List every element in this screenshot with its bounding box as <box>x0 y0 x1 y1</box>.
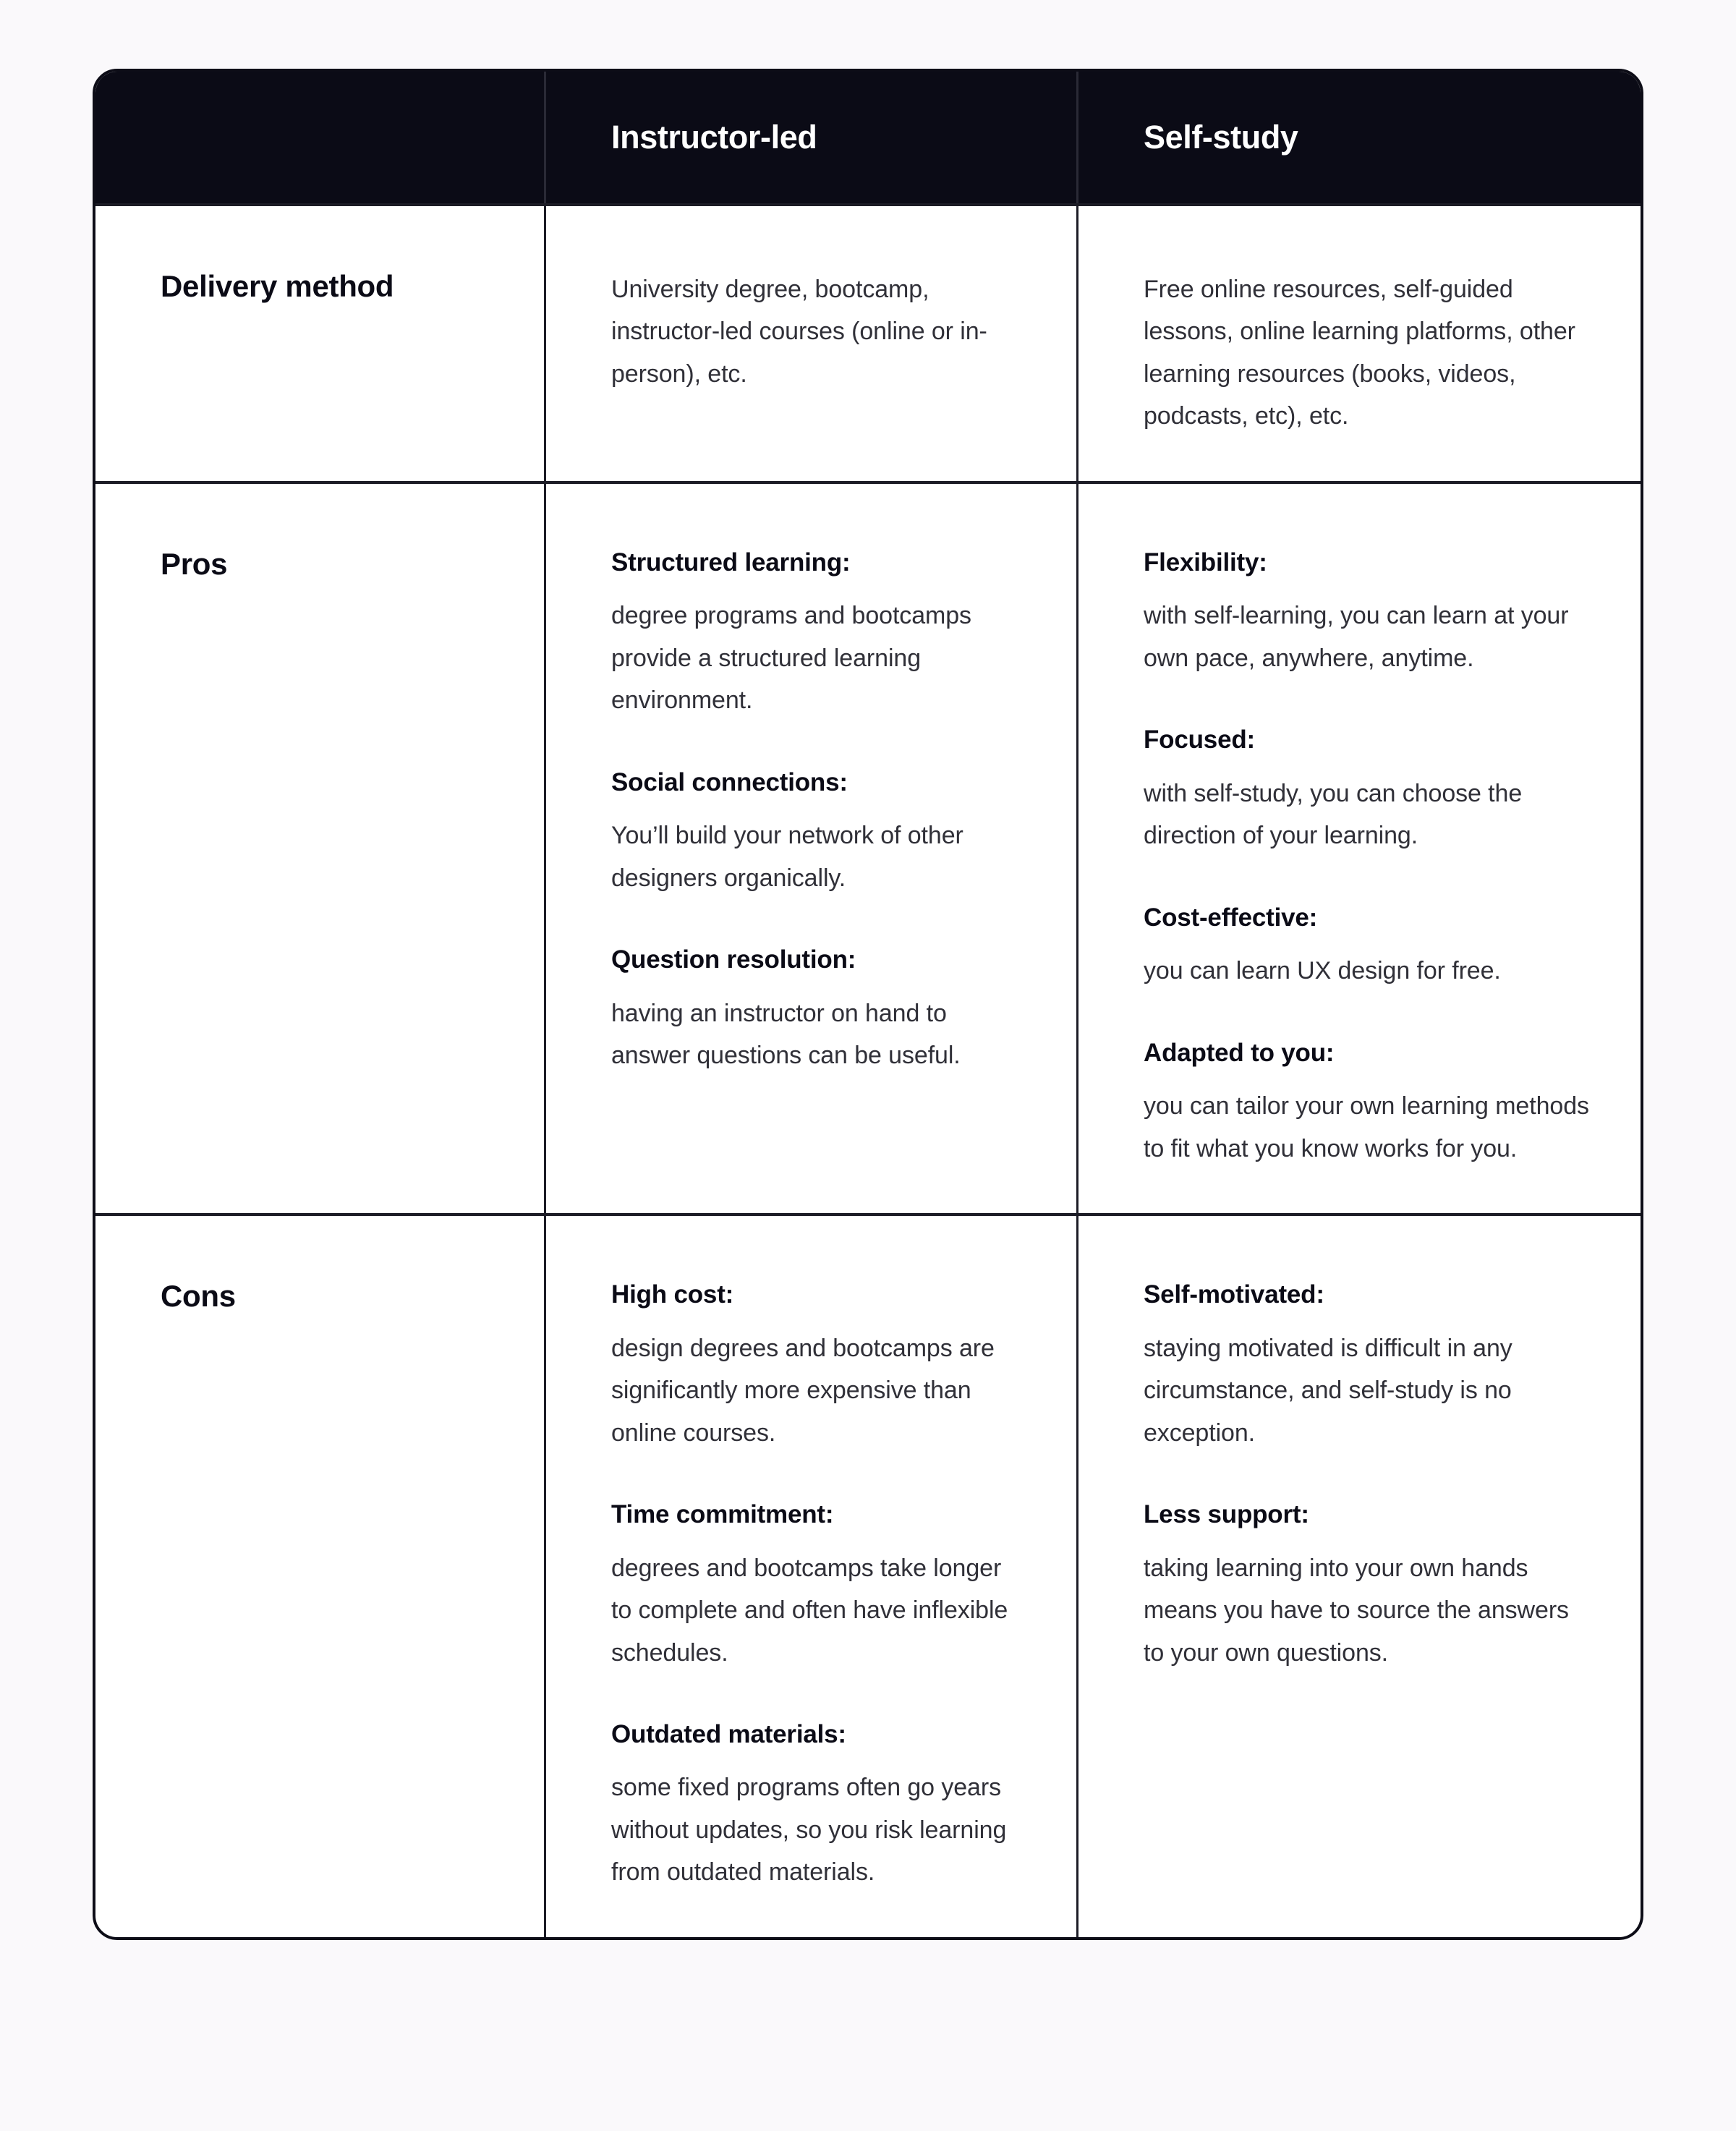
cell-cons-instructor-led <box>544 1216 1076 1937</box>
entry-title: Adapted to you: <box>1144 1038 1335 1067</box>
entry-description: staying motivated is difficult in any circumstance, and self-study is no exception. <box>1144 1334 1512 1447</box>
entry-description: some fixed programs often go years without updates, so you risk learning from outdated materials. <box>611 1774 1007 1887</box>
header-cell-empty <box>95 72 544 203</box>
entry-description: you can tailor your own learning methods to fit what you know works for you. <box>1144 1092 1589 1162</box>
entry-title: Outdated materials: <box>611 1719 846 1748</box>
cell-delivery-self-study <box>1076 206 1641 481</box>
entry-title: Time commitment: <box>611 1500 834 1529</box>
entry-title: Self-motivated: <box>1144 1280 1324 1309</box>
row-label-delivery-method: Delivery method <box>161 269 394 303</box>
entry-description: degree programs and bootcamps provide a structured learning environment. <box>611 602 971 715</box>
list-item <box>1144 546 1590 679</box>
entry-title: Flexibility: <box>1144 548 1267 577</box>
entry-description: having an instructor on hand to answer questions can be useful. <box>611 999 961 1070</box>
cell-pros-instructor-led <box>544 484 1076 1213</box>
list-item <box>611 1718 1026 1894</box>
table-row <box>95 1213 1641 1937</box>
comparison-table <box>93 69 1643 1940</box>
entry-description: design degrees and bootcamps are significantly more expensive than online courses. <box>611 1334 995 1447</box>
entry-title: Social connections: <box>611 767 848 796</box>
table-header-row <box>95 72 1641 203</box>
table-row <box>95 481 1641 1213</box>
header-cell-instructor-led <box>544 72 1076 203</box>
list-item <box>611 546 1026 722</box>
row-label-cell-delivery-method <box>95 206 544 481</box>
table-row <box>95 203 1641 481</box>
entry-title: Question resolution: <box>611 945 856 974</box>
entry-title: Cost-effective: <box>1144 903 1318 932</box>
list-item <box>1144 1037 1590 1170</box>
column-header-self-study: Self-study <box>1144 119 1298 156</box>
entry-description: You’ll build your network of other designers organically. <box>611 822 963 892</box>
cell-delivery-instructor-led <box>544 206 1076 481</box>
entry-description: with self-study, you can choose the direction of your learning. <box>1144 779 1523 850</box>
list-item <box>1144 1498 1590 1674</box>
list-item <box>611 1498 1026 1674</box>
entry-description: degrees and bootcamps take longer to complete and often have inflexible schedules. <box>611 1554 1008 1667</box>
row-label-cell-pros <box>95 484 544 1213</box>
delivery-self-study-text: Free online resources, self-guided lessons, online learning platforms, other learning resources (books, videos, podcasts, etc), etc. <box>1144 276 1575 430</box>
entry-description: taking learning into your own hands means you have to source the answers to your own questions. <box>1144 1554 1569 1667</box>
row-label-cell-cons <box>95 1216 544 1937</box>
list-item <box>1144 1278 1590 1454</box>
list-item <box>611 1278 1026 1454</box>
list-item <box>1144 723 1590 856</box>
entry-description: with self-learning, you can learn at your own pace, anywhere, anytime. <box>1144 602 1569 672</box>
header-cell-self-study <box>1076 72 1641 203</box>
entry-title: Focused: <box>1144 726 1255 754</box>
entry-title: Less support: <box>1144 1500 1309 1529</box>
row-label-cons: Cons <box>161 1279 236 1314</box>
list-item <box>611 766 1026 899</box>
cell-pros-self-study <box>1076 484 1641 1213</box>
list-item <box>1144 901 1590 992</box>
entry-title: Structured learning: <box>611 548 851 577</box>
entry-title: High cost: <box>611 1280 734 1309</box>
list-item <box>611 943 1026 1076</box>
column-header-instructor-led: Instructor-led <box>611 119 817 156</box>
cell-cons-self-study <box>1076 1216 1641 1937</box>
entry-description: you can learn UX design for free. <box>1144 957 1501 985</box>
row-label-pros: Pros <box>161 546 228 581</box>
delivery-instructor-led-text: University degree, bootcamp, instructor-led courses (online or in-person), etc. <box>611 276 987 388</box>
